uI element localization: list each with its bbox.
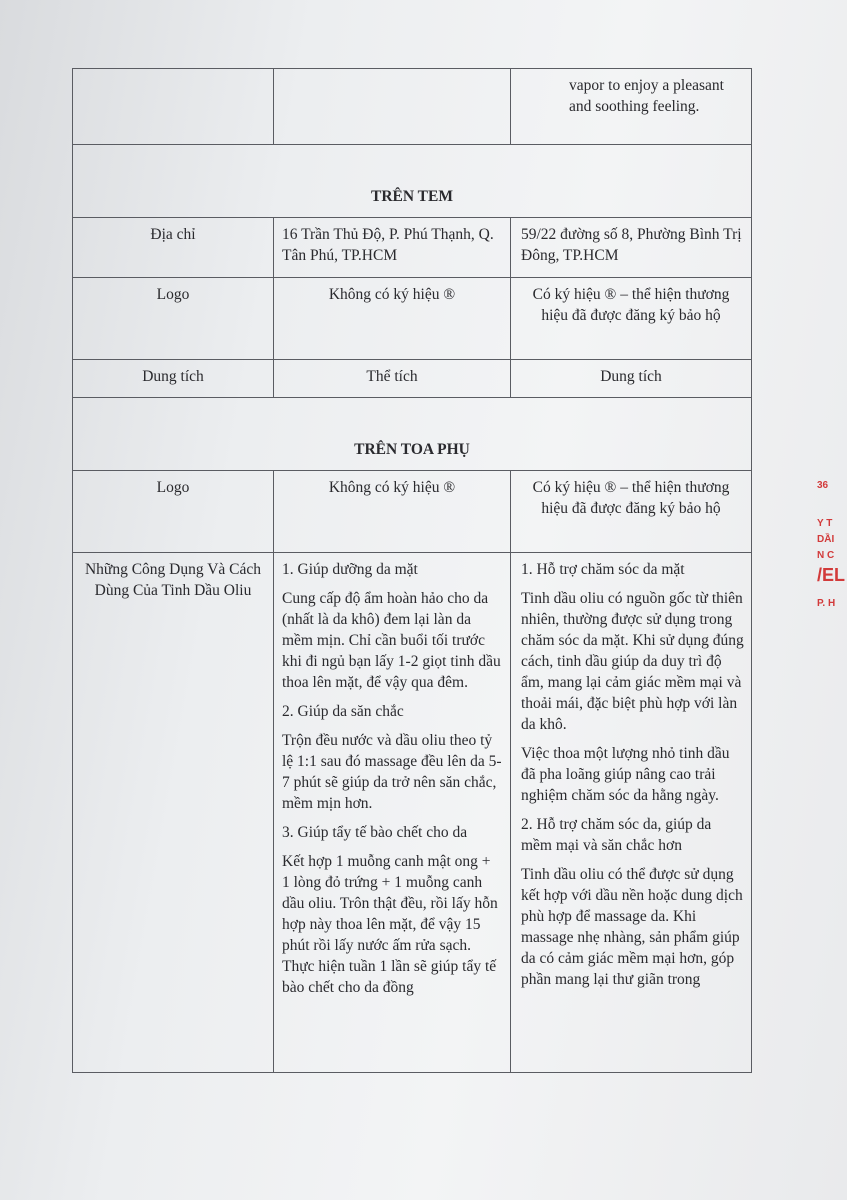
table-row-logo-toa: [73, 471, 752, 553]
table-row-volume: [73, 360, 752, 398]
row-label-address: Địa chỉ: [73, 218, 274, 278]
logo-tem-col2: Không có ký hiệu ®: [274, 278, 511, 360]
row-label-volume: Dung tích: [73, 360, 274, 398]
address-col3: 59/22 đường số 8, Phường Bình Trị Đông, TP.HCM: [511, 218, 752, 278]
volume-col3: Dung tích: [511, 360, 752, 398]
uses-col3-heading-1: 1. Hỗ trợ chăm sóc da mặt: [521, 561, 685, 578]
stamp-line: N C: [817, 550, 835, 561]
top-row-col3: vapor to enjoy a pleasant and soothing feeling.: [511, 69, 752, 145]
section-row-tem: [73, 145, 752, 218]
volume-col2: Thể tích: [274, 360, 511, 398]
table-row-uses: [73, 553, 752, 1073]
stamp-line: DẦI: [817, 534, 835, 545]
uses-col2-heading-2: 2. Giúp da săn chắc: [282, 703, 404, 720]
uses-col2: [274, 553, 511, 1073]
top-row-col1: [73, 69, 274, 145]
table-row: [73, 69, 752, 145]
section-heading-tem: TRÊN TEM: [73, 145, 752, 218]
row-label-logo-tem: Logo: [73, 278, 274, 360]
uses-col2-heading-3: 3. Giúp tẩy tế bào chết cho da: [282, 824, 468, 841]
section-heading-toa-phu: TRÊN TOA PHỤ: [73, 398, 752, 471]
table-row-logo-tem: [73, 278, 752, 360]
comparison-table-wrapper: [72, 68, 751, 1073]
address-col2: 16 Trần Thủ Độ, P. Phú Thạnh, Q. Tân Phú, TP.HCM: [274, 218, 511, 278]
uses-col2-paragraph-2: Trộn đều nước và dầu oliu theo tỷ lệ 1:1 sau đó massage đều lên da 5-7 phút sẽ giúp da trở nên săn chắc, mềm mịn hơn.: [282, 732, 502, 812]
logo-tem-col3: Có ký hiệu ® – thể hiện thương hiệu đã được đăng ký bảo hộ: [511, 278, 752, 360]
logo-toa-col3: Có ký hiệu ® – thể hiện thương hiệu đã được đăng ký bảo hộ: [511, 471, 752, 553]
top-row-col2: [274, 69, 511, 145]
uses-col2-heading-1: 1. Giúp dưỡng da mặt: [282, 561, 418, 578]
uses-col2-paragraph-3: Kết hợp 1 muỗng canh mật ong + 1 lòng đỏ trứng + 1 muỗng canh dầu oliu. Trôn thật đều, rồi lấy hỗn hợp này thoa lên mặt, để vậy 15 phút rồi lấy nước ấm rửa sạch. Thực hiện tuần 1 lần sẽ giúp tẩy tế bào chết cho da đồng: [282, 853, 498, 996]
uses-col3-paragraph-3: Tinh dầu oliu có thể được sử dụng kết hợp với dầu nền hoặc dung dịch phù hợp để massage da. Khi massage nhẹ nhàng, sản phẩm giúp da có cảm giác mềm mại hơn, góp phần mang lại thư giãn trong: [521, 866, 743, 988]
row-label-logo-toa: Logo: [73, 471, 274, 553]
uses-col3: [511, 553, 752, 1073]
uses-col3-paragraph-1: Tinh dầu oliu có nguồn gốc từ thiên nhiên, thường được sử dụng trong chăm sóc da mặt. Khi sử dụng đúng cách, tinh dầu giúp da duy trì độ ẩm, mang lại cảm giác mềm mại và thoải mái, đặc biệt phù hợp với làn da khô.: [521, 590, 744, 733]
comparison-table: [72, 68, 752, 1073]
red-seal-stamp: [817, 478, 847, 648]
table-row-address: [73, 218, 752, 278]
stamp-line: 36: [817, 480, 829, 491]
row-label-uses: Những Công Dụng Và Cách Dùng Của Tinh Dầu Oliu: [73, 553, 274, 1073]
stamp-line: Y T: [817, 518, 833, 529]
uses-col3-paragraph-2: Việc thoa một lượng nhỏ tinh dầu đã pha loãng giúp nâng cao trải nghiệm chăm sóc da hằng ngày.: [521, 745, 730, 804]
uses-col3-heading-2: 2. Hỗ trợ chăm sóc da, giúp da mềm mại và săn chắc hơn: [521, 816, 712, 854]
logo-toa-col2: Không có ký hiệu ®: [274, 471, 511, 553]
stamp-line: P. H: [817, 598, 836, 609]
stamp-line: /EL: [817, 565, 846, 585]
uses-col2-paragraph-1: Cung cấp độ ẩm hoàn hảo cho da (nhất là da khô) đem lại làn da mềm mịn. Chỉ cần buổi tối trước khi đi ngủ bạn lấy 1-2 giọt tinh dầu thoa lên mặt, để vậy qua đêm.: [282, 590, 501, 691]
section-row-toa-phu: [73, 398, 752, 471]
